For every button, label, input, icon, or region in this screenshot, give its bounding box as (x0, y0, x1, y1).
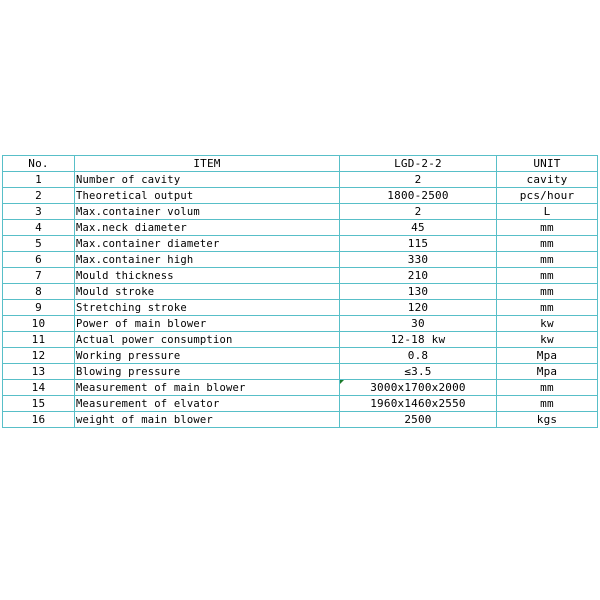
table-row (3, 412, 598, 428)
spec-sheet (2, 155, 597, 428)
model-value-cell[interactable]: 12-18 kw (340, 332, 497, 348)
unit-cell[interactable]: mm (497, 380, 598, 396)
unit-cell[interactable]: mm (497, 268, 598, 284)
header-no[interactable]: No. (3, 156, 75, 172)
table-row (3, 396, 598, 412)
table-row (3, 172, 598, 188)
unit-cell[interactable]: mm (497, 252, 598, 268)
row-number-cell[interactable]: 5 (3, 236, 75, 252)
table-row (3, 220, 598, 236)
unit-cell[interactable]: kgs (497, 412, 598, 428)
table-row (3, 364, 598, 380)
unit-cell[interactable]: mm (497, 284, 598, 300)
row-number-cell[interactable]: 10 (3, 316, 75, 332)
model-value-cell[interactable]: 0.8 (340, 348, 497, 364)
table-row (3, 380, 598, 396)
unit-cell[interactable]: mm (497, 236, 598, 252)
header-unit[interactable]: UNIT (497, 156, 598, 172)
unit-cell[interactable]: mm (497, 220, 598, 236)
table-row (3, 332, 598, 348)
item-name-cell[interactable]: Max.container diameter (75, 236, 340, 252)
row-number-cell[interactable]: 11 (3, 332, 75, 348)
table-body (3, 172, 598, 428)
row-number-cell[interactable]: 2 (3, 188, 75, 204)
unit-cell[interactable]: pcs/hour (497, 188, 598, 204)
model-value-cell[interactable]: 30 (340, 316, 497, 332)
model-value-cell[interactable]: 3000x1700x2000 (340, 380, 497, 396)
model-value-cell[interactable]: 2500 (340, 412, 497, 428)
row-number-cell[interactable]: 13 (3, 364, 75, 380)
unit-cell[interactable]: L (497, 204, 598, 220)
comment-indicator-icon[interactable] (340, 380, 344, 384)
table-row (3, 300, 598, 316)
model-value-cell[interactable]: 1960x1460x2550 (340, 396, 497, 412)
model-value-cell[interactable]: 330 (340, 252, 497, 268)
item-name-cell[interactable]: Actual power consumption (75, 332, 340, 348)
unit-cell[interactable]: Mpa (497, 364, 598, 380)
row-number-cell[interactable]: 16 (3, 412, 75, 428)
model-value-cell[interactable]: 2 (340, 172, 497, 188)
table-header-row (3, 156, 598, 172)
row-number-cell[interactable]: 12 (3, 348, 75, 364)
header-item[interactable]: ITEM (75, 156, 340, 172)
item-name-cell[interactable]: Theoretical output (75, 188, 340, 204)
row-number-cell[interactable]: 3 (3, 204, 75, 220)
table-row (3, 268, 598, 284)
table-row (3, 348, 598, 364)
item-name-cell[interactable]: weight of main blower (75, 412, 340, 428)
table-row (3, 188, 598, 204)
row-number-cell[interactable]: 15 (3, 396, 75, 412)
table-row (3, 252, 598, 268)
model-value-cell[interactable]: 210 (340, 268, 497, 284)
model-value-cell[interactable]: 2 (340, 204, 497, 220)
item-name-cell[interactable]: Max.container volum (75, 204, 340, 220)
model-value-cell[interactable]: 130 (340, 284, 497, 300)
unit-cell[interactable]: kw (497, 316, 598, 332)
table-row (3, 204, 598, 220)
item-name-cell[interactable]: Measurement of elvator (75, 396, 340, 412)
table-row (3, 316, 598, 332)
row-number-cell[interactable]: 7 (3, 268, 75, 284)
item-name-cell[interactable]: Working pressure (75, 348, 340, 364)
item-name-cell[interactable]: Max.neck diameter (75, 220, 340, 236)
unit-cell[interactable]: mm (497, 396, 598, 412)
item-name-cell[interactable]: Power of main blower (75, 316, 340, 332)
row-number-cell[interactable]: 6 (3, 252, 75, 268)
item-name-cell[interactable]: Mould stroke (75, 284, 340, 300)
table-row (3, 284, 598, 300)
row-number-cell[interactable]: 14 (3, 380, 75, 396)
model-value-cell[interactable]: 1800-2500 (340, 188, 497, 204)
row-number-cell[interactable]: 4 (3, 220, 75, 236)
spec-table (2, 155, 598, 428)
model-value-cell[interactable]: 115 (340, 236, 497, 252)
table-row (3, 236, 598, 252)
unit-cell[interactable]: Mpa (497, 348, 598, 364)
item-name-cell[interactable]: Blowing pressure (75, 364, 340, 380)
item-name-cell[interactable]: Max.container high (75, 252, 340, 268)
item-name-cell[interactable]: Stretching stroke (75, 300, 340, 316)
unit-cell[interactable]: mm (497, 300, 598, 316)
item-name-cell[interactable]: Measurement of main blower (75, 380, 340, 396)
row-number-cell[interactable]: 8 (3, 284, 75, 300)
item-name-cell[interactable]: Mould thickness (75, 268, 340, 284)
row-number-cell[interactable]: 9 (3, 300, 75, 316)
model-value-cell[interactable]: 45 (340, 220, 497, 236)
model-value-cell[interactable]: 120 (340, 300, 497, 316)
unit-cell[interactable]: cavity (497, 172, 598, 188)
model-value-cell[interactable]: ≤3.5 (340, 364, 497, 380)
header-model[interactable]: LGD-2-2 (340, 156, 497, 172)
row-number-cell[interactable]: 1 (3, 172, 75, 188)
unit-cell[interactable]: kw (497, 332, 598, 348)
item-name-cell[interactable]: Number of cavity (75, 172, 340, 188)
